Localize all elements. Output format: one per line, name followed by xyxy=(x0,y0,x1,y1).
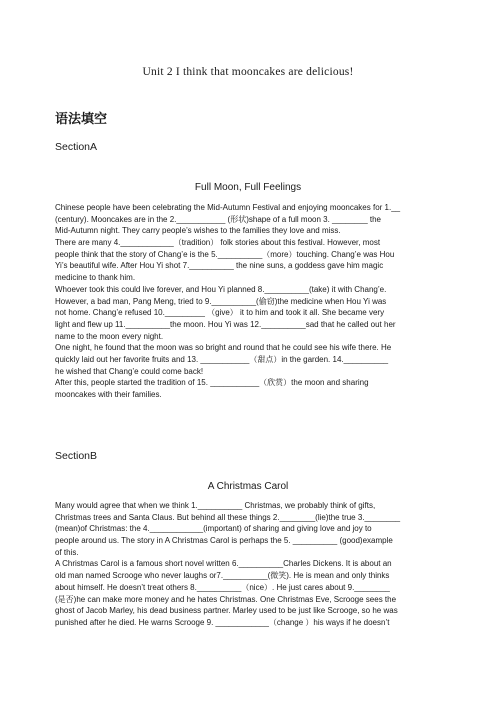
passage-line: people think that the story of Chang’e is the 5.__________（more）touching. Chang’e was Hou xyxy=(55,249,395,259)
passage-a-title: Full Moon, Full Feelings xyxy=(194,182,302,193)
passage-line: mooncakes with their families. xyxy=(55,390,162,399)
passage-line: he wished that Chang’e could come back! xyxy=(55,366,204,376)
passage-line: Yi’s beautiful wife. After Hou Yi shot 7.__________ the nine suns, a goddess gave him magic xyxy=(55,261,384,271)
passage-line: Chinese people have been celebrating the Mid-Autumn Festival and enjoying mooncakes for 1.__ xyxy=(55,203,401,212)
passage-line: medicine to thank him. xyxy=(55,273,136,283)
passage-b-text xyxy=(55,500,450,629)
passage-a-text xyxy=(55,202,450,401)
passage-line: Many would agree that when we think 1.__________ Christmas, we probably think of gifts, xyxy=(55,501,376,510)
passage-line: punished after he died. He warns Scrooge 9. ____________（change ）his ways if he doesn’t xyxy=(55,617,390,627)
passage-line: people around us. The story in A Christmas Carol is perhaps the 5. __________ (good)example xyxy=(55,536,393,546)
unit-title: Unit 2 I think that mooncakes are delicious! xyxy=(142,66,354,78)
passage-line: about himself. He doesn’t treat others 8.__________（nice）. He just cares about 9.________ xyxy=(55,582,390,592)
passage-b-title: A Christmas Carol xyxy=(207,481,289,492)
passage-line: old man named Scrooge who never laughs or7.__________(微笑). He is mean and only thinks xyxy=(55,571,390,581)
passage-line: Mid-Autumn night. They carry people’s wishes to the families they love and miss. xyxy=(55,226,341,236)
passage-line: name to the moon every night. xyxy=(55,331,164,341)
grammar-cloze-heading: 语法填空 xyxy=(55,112,108,127)
passage-line: (mean)of Christmas: the 4.____________(important) of sharing and giving love and joy to xyxy=(55,524,372,534)
passage-line: Whoever took this could live forever, and Hou Yi planned 8.__________(take) it with Chang’e. xyxy=(55,284,387,294)
section-a-label: SectionA xyxy=(55,141,98,153)
passage-line: light and flew up 11.__________the moon. Hou Yi was 12.__________sad that he called out her xyxy=(55,319,396,329)
passage-line: of this. xyxy=(55,547,79,557)
passage-line: After this, people started the tradition of 15. ___________（欣赏）the moon and sharing xyxy=(55,378,369,388)
passage-line: One night, he found that the moon was so bright and round that he could see his wife there. He xyxy=(55,343,392,353)
passage-line: quickly laid out her favorite fruits and 13. ___________（甜点）in the garden. 14.__________ xyxy=(55,354,389,364)
passage-line: A Christmas Carol is a famous short novel written 6.__________Charles Dickens. It is about an xyxy=(55,559,392,569)
passage-line: Christmas trees and Santa Claus. But behind all these things 2.________(lie)the true 3.________ xyxy=(55,512,401,522)
section-b-label: SectionB xyxy=(55,450,98,462)
passage-line: not home. Chang’e refused 10._________ （give） it to him and took it all. She became very xyxy=(55,308,385,318)
passage-line: However, a bad man, Pang Meng, tried to 9.__________(偷窃)the medicine when Hou Yi was xyxy=(55,296,387,306)
passage-line: (是否)he can make more money and he hates Christmas. One Christmas Eve, Scrooge sees the xyxy=(55,594,397,604)
passage-line: (century). Mooncakes are in the 2.___________ (形状)shape of a full moon 3. ________ the xyxy=(55,214,381,224)
passage-line: ghost of Jacob Marley, his dead business partner. Marley used to be just like Scrooge, so he was xyxy=(55,606,398,616)
passage-line: There are many 4.____________（tradition） folk stories about this festival. However, most xyxy=(55,238,381,248)
